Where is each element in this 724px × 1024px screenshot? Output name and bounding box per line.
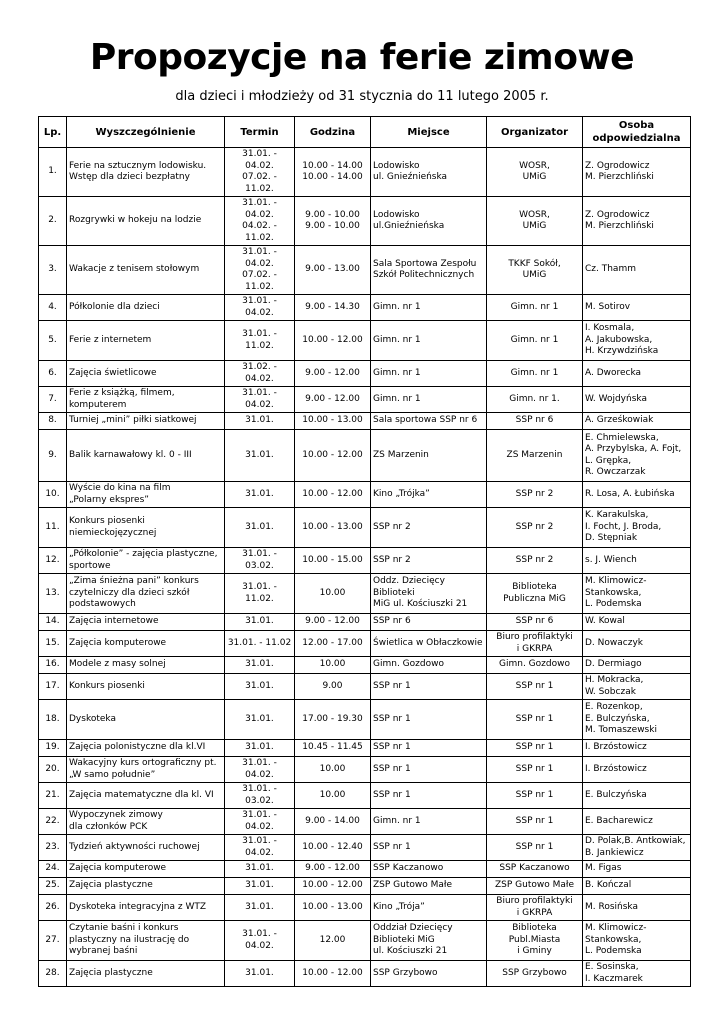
row-description: Konkurs piosenki niemieckojęzycznej <box>67 508 225 548</box>
row-description: Zajęcia plastyczne <box>67 961 225 987</box>
row-hour: 9.00 - 13.00 <box>295 246 371 295</box>
row-number: 5. <box>39 321 67 361</box>
row-organizer: SSP Kaczanowo <box>487 861 583 878</box>
row-term: 31.01. <box>225 508 295 548</box>
row-description: Ferie z internetem <box>67 321 225 361</box>
table-row <box>39 413 691 430</box>
row-place: SSP nr 1 <box>371 740 487 757</box>
row-term: 31.01. - 04.02. <box>225 387 295 413</box>
row-description: Rozgrywki w hokeju na lodzie <box>67 197 225 246</box>
row-responsible: E. Sosinska, I. Kaczmarek <box>583 961 691 987</box>
row-responsible: M. Sotirov <box>583 295 691 321</box>
row-organizer: ZSP Gutowo Małe <box>487 878 583 895</box>
row-responsible: s. J. Wiench <box>583 548 691 574</box>
row-responsible: Z. Ogrodowicz M. Pierzchliński <box>583 197 691 246</box>
row-hour: 10.00 - 12.00 <box>295 321 371 361</box>
table-row <box>39 878 691 895</box>
row-number: 11. <box>39 508 67 548</box>
row-place: Oddział Dziecięcy Biblioteki MiG ul. Kościuszki 21 <box>371 921 487 961</box>
row-place: Gimn. nr 1 <box>371 321 487 361</box>
row-number: 6. <box>39 361 67 387</box>
table-row <box>39 921 691 961</box>
row-term: 31.01. <box>225 895 295 921</box>
row-hour: 9.00 <box>295 674 371 700</box>
row-description: Tydzień aktywności ruchowej <box>67 835 225 861</box>
row-description: Turniej „mini” piłki siatkowej <box>67 413 225 430</box>
row-description: Balik karnawałowy kl. 0 - III <box>67 430 225 482</box>
row-term: 31.01. <box>225 878 295 895</box>
row-term: 31.01. - 04.02. <box>225 809 295 835</box>
row-organizer: ZS Marzenin <box>487 430 583 482</box>
row-place: SSP Grzybowo <box>371 961 487 987</box>
row-organizer: Biblioteka Publ.Miasta i Gminy <box>487 921 583 961</box>
row-term: 31.01. - 04.02. <box>225 835 295 861</box>
row-responsible: D. Dermiago <box>583 657 691 674</box>
row-hour: 10.00 <box>295 657 371 674</box>
row-term: 31.01. - 04.02. <box>225 757 295 783</box>
row-responsible: E. Chmielewska, A. Przybylska, A. Fojt, L. Grępka, R. Owczarzak <box>583 430 691 482</box>
row-number: 18. <box>39 700 67 740</box>
row-organizer: Biblioteka Publiczna MiG <box>487 574 583 614</box>
row-hour: 9.00 - 12.00 <box>295 614 371 631</box>
row-responsible: E. Bacharewicz <box>583 809 691 835</box>
row-place: Gimn. nr 1 <box>371 387 487 413</box>
table-row <box>39 361 691 387</box>
row-hour: 10.00 - 12.40 <box>295 835 371 861</box>
row-hour: 10.00 - 13.00 <box>295 895 371 921</box>
row-organizer: Gimn. Gozdowo <box>487 657 583 674</box>
row-term: 31.01. - 04.02. 07.02. - 11.02. <box>225 246 295 295</box>
row-organizer: Gimn. nr 1 <box>487 321 583 361</box>
row-organizer: SSP nr 1 <box>487 835 583 861</box>
table-row <box>39 482 691 508</box>
row-responsible: I. Brzóstowicz <box>583 740 691 757</box>
row-hour: 10.00 - 13.00 <box>295 508 371 548</box>
row-term: 31.01. - 03.02. <box>225 548 295 574</box>
row-hour: 10.00 - 12.00 <box>295 961 371 987</box>
row-term: 31.01. - 04.02. 04.02. - 11.02. <box>225 197 295 246</box>
header-lp: Lp. <box>39 117 67 148</box>
row-place: SSP nr 2 <box>371 508 487 548</box>
row-place: Gimn. Gozdowo <box>371 657 487 674</box>
row-place: Gimn. nr 1 <box>371 809 487 835</box>
table-row <box>39 295 691 321</box>
table-row <box>39 835 691 861</box>
header-description: Wyszczególnienie <box>67 117 225 148</box>
row-place: Gimn. nr 1 <box>371 361 487 387</box>
row-term: 31.01. - 11.02. <box>225 574 295 614</box>
table-header-row <box>39 117 691 148</box>
table-row <box>39 783 691 809</box>
row-responsible: M. Figas <box>583 861 691 878</box>
table-row <box>39 674 691 700</box>
row-number: 3. <box>39 246 67 295</box>
row-hour: 9.00 - 12.00 <box>295 361 371 387</box>
row-number: 15. <box>39 631 67 657</box>
row-description: Ferie z książką, filmem, komputerem <box>67 387 225 413</box>
row-organizer: TKKF Sokół, UMiG <box>487 246 583 295</box>
row-hour: 9.00 - 10.00 9.00 - 10.00 <box>295 197 371 246</box>
row-place: SSP nr 6 <box>371 614 487 631</box>
row-organizer: SSP nr 1 <box>487 700 583 740</box>
header-place: Miejsce <box>371 117 487 148</box>
table-row <box>39 387 691 413</box>
row-description: Czytanie baśni i konkurs plastyczny na ilustrację do wybranej baśni <box>67 921 225 961</box>
row-place: SSP nr 1 <box>371 674 487 700</box>
row-organizer: SSP nr 6 <box>487 614 583 631</box>
row-place: Kino „Trójka” <box>371 482 487 508</box>
row-number: 24. <box>39 861 67 878</box>
row-responsible: D. Nowaczyk <box>583 631 691 657</box>
row-hour: 10.00 - 14.00 10.00 - 14.00 <box>295 148 371 197</box>
row-place: Lodowisko ul.Gnieźnieńska <box>371 197 487 246</box>
row-number: 26. <box>39 895 67 921</box>
row-organizer: WOSR, UMiG <box>487 197 583 246</box>
row-number: 27. <box>39 921 67 961</box>
row-responsible: M. Klimowicz- Stankowska, L. Podemska <box>583 574 691 614</box>
row-term: 31.01. <box>225 861 295 878</box>
table-row <box>39 321 691 361</box>
row-responsible: A. Dworecka <box>583 361 691 387</box>
row-description: Wakacyjny kurs ortograficzny pt. „W samo południe” <box>67 757 225 783</box>
row-number: 9. <box>39 430 67 482</box>
row-hour: 10.00 <box>295 574 371 614</box>
table-row <box>39 148 691 197</box>
page-title: Propozycje na ferie zimowe <box>89 37 635 78</box>
row-description: Zajęcia internetowe <box>67 614 225 631</box>
row-responsible: M. Rosińska <box>583 895 691 921</box>
row-responsible: Z. Ogrodowicz M. Pierzchliński <box>583 148 691 197</box>
row-term: 31.01. <box>225 614 295 631</box>
row-number: 16. <box>39 657 67 674</box>
row-term: 31.01. - 11.02 <box>225 631 295 657</box>
row-term: 31.01. - 04.02. 07.02. - 11.02. <box>225 148 295 197</box>
row-place: Sala Sportowa Zespołu Szkół Politechnicznych <box>371 246 487 295</box>
row-responsible: M. Klimowicz- Stankowska, L. Podemska <box>583 921 691 961</box>
row-hour: 9.00 - 12.00 <box>295 387 371 413</box>
row-hour: 10.00 - 12.00 <box>295 482 371 508</box>
row-number: 22. <box>39 809 67 835</box>
row-hour: 10.00 - 12.00 <box>295 878 371 895</box>
row-hour: 9.00 - 14.30 <box>295 295 371 321</box>
row-hour: 10.00 - 13.00 <box>295 413 371 430</box>
row-number: 8. <box>39 413 67 430</box>
row-place: ZSP Gutowo Małe <box>371 878 487 895</box>
row-term: 31.01. <box>225 961 295 987</box>
table-row <box>39 508 691 548</box>
table-row <box>39 246 691 295</box>
row-place: Gimn. nr 1 <box>371 295 487 321</box>
row-term: 31.01. <box>225 430 295 482</box>
row-hour: 10.45 - 11.45 <box>295 740 371 757</box>
row-hour: 12.00 <box>295 921 371 961</box>
row-place: Sala sportowa SSP nr 6 <box>371 413 487 430</box>
row-hour: 10.00 - 15.00 <box>295 548 371 574</box>
row-organizer: SSP nr 1 <box>487 757 583 783</box>
table-row <box>39 700 691 740</box>
row-term: 31.01. - 04.02. <box>225 295 295 321</box>
row-description: Półkolonie dla dzieci <box>67 295 225 321</box>
row-description: Dyskoteka integracyjna z WTZ <box>67 895 225 921</box>
row-organizer: Gimn. nr 1 <box>487 361 583 387</box>
row-responsible: I. Kosmala, A. Jakubowska, H. Krzywdzińska <box>583 321 691 361</box>
row-place: Kino „Trója” <box>371 895 487 921</box>
row-place: SSP nr 1 <box>371 835 487 861</box>
row-term: 31.01. <box>225 413 295 430</box>
row-term: 31.01. - 03.02. <box>225 783 295 809</box>
row-term: 31.02. - 04.02. <box>225 361 295 387</box>
row-place: SSP nr 2 <box>371 548 487 574</box>
row-term: 31.01. <box>225 482 295 508</box>
table-row <box>39 631 691 657</box>
row-organizer: SSP nr 1 <box>487 783 583 809</box>
row-description: Wypoczynek zimowy dla członków PCK <box>67 809 225 835</box>
row-number: 13. <box>39 574 67 614</box>
row-responsible: E. Bulczyńska <box>583 783 691 809</box>
table-row <box>39 740 691 757</box>
row-place: Świetlica w Obłaczkowie <box>371 631 487 657</box>
row-responsible: E. Rozenkop, E. Bulczyńska, M. Tomaszewski <box>583 700 691 740</box>
row-description: Zajęcia świetlicowe <box>67 361 225 387</box>
row-description: Zajęcia plastyczne <box>67 878 225 895</box>
row-place: SSP Kaczanowo <box>371 861 487 878</box>
row-place: SSP nr 1 <box>371 783 487 809</box>
table-row <box>39 430 691 482</box>
row-responsible: H. Mokracka, W. Sobczak <box>583 674 691 700</box>
row-number: 28. <box>39 961 67 987</box>
table-row <box>39 757 691 783</box>
header-responsible: Osoba odpowiedzialna <box>583 117 691 148</box>
row-number: 21. <box>39 783 67 809</box>
table-row <box>39 961 691 987</box>
row-term: 31.01. <box>225 657 295 674</box>
row-number: 17. <box>39 674 67 700</box>
table-row <box>39 574 691 614</box>
schedule-table <box>38 116 691 987</box>
header-term: Termin <box>225 117 295 148</box>
table-row <box>39 861 691 878</box>
row-term: 31.01. <box>225 740 295 757</box>
row-number: 20. <box>39 757 67 783</box>
row-description: „Półkolonie” - zajęcia plastyczne, sportowe <box>67 548 225 574</box>
row-number: 10. <box>39 482 67 508</box>
header-hour: Godzina <box>295 117 371 148</box>
row-responsible: W. Wojdyńska <box>583 387 691 413</box>
row-number: 7. <box>39 387 67 413</box>
row-organizer: SSP nr 2 <box>487 482 583 508</box>
table-row <box>39 197 691 246</box>
row-description: Zajęcia komputerowe <box>67 861 225 878</box>
row-responsible: Cz. Thamm <box>583 246 691 295</box>
row-term: 31.01. <box>225 674 295 700</box>
row-organizer: Biuro profilaktyki i GKRPA <box>487 631 583 657</box>
row-hour: 10.00 <box>295 757 371 783</box>
row-place: ZS Marzenin <box>371 430 487 482</box>
row-organizer: SSP nr 1 <box>487 809 583 835</box>
row-term: 31.01. - 11.02. <box>225 321 295 361</box>
row-hour: 9.00 - 14.00 <box>295 809 371 835</box>
row-number: 1. <box>39 148 67 197</box>
row-place: Lodowisko ul. Gnieźnieńska <box>371 148 487 197</box>
row-organizer: Gimn. nr 1 <box>487 295 583 321</box>
row-description: Ferie na sztucznym lodowisku. Wstęp dla dzieci bezpłatny <box>67 148 225 197</box>
row-responsible: D. Polak,B. Antkowiak, B. Jankiewicz <box>583 835 691 861</box>
row-responsible: K. Karakulska, I. Focht, J. Broda, D. Stępniak <box>583 508 691 548</box>
table-row <box>39 614 691 631</box>
row-term: 31.01. <box>225 700 295 740</box>
row-description: Wakacje z tenisem stołowym <box>67 246 225 295</box>
row-term: 31.01. - 04.02. <box>225 921 295 961</box>
row-organizer: WOSR, UMiG <box>487 148 583 197</box>
row-description: Zajęcia komputerowe <box>67 631 225 657</box>
row-description: Dyskoteka <box>67 700 225 740</box>
row-organizer: SSP nr 6 <box>487 413 583 430</box>
row-organizer: Biuro profilaktyki i GKRPA <box>487 895 583 921</box>
row-number: 14. <box>39 614 67 631</box>
row-description: Wyście do kina na film „Polarny ekspres” <box>67 482 225 508</box>
row-responsible: W. Kowal <box>583 614 691 631</box>
row-responsible: B. Kończal <box>583 878 691 895</box>
row-description: Zajęcia polonistyczne dla kl.VI <box>67 740 225 757</box>
row-hour: 10.00 <box>295 783 371 809</box>
row-place: SSP nr 1 <box>371 700 487 740</box>
table-row <box>39 809 691 835</box>
row-description: Konkurs piosenki <box>67 674 225 700</box>
table-row <box>39 548 691 574</box>
row-description: „Zima śnieżna pani” konkurs czytelniczy dla dzieci szkół podstawowych <box>67 574 225 614</box>
row-responsible: I. Brzóstowicz <box>583 757 691 783</box>
page-subtitle: dla dzieci i młodzieży od 31 stycznia do 11 lutego 2005 r. <box>175 89 549 104</box>
row-number: 25. <box>39 878 67 895</box>
row-number: 4. <box>39 295 67 321</box>
row-organizer: SSP Grzybowo <box>487 961 583 987</box>
row-number: 2. <box>39 197 67 246</box>
row-description: Modele z masy solnej <box>67 657 225 674</box>
row-organizer: Gimn. nr 1. <box>487 387 583 413</box>
row-number: 12. <box>39 548 67 574</box>
row-organizer: SSP nr 2 <box>487 508 583 548</box>
row-number: 23. <box>39 835 67 861</box>
row-hour: 12.00 - 17.00 <box>295 631 371 657</box>
row-organizer: SSP nr 1 <box>487 740 583 757</box>
row-hour: 17.00 - 19.30 <box>295 700 371 740</box>
row-description: Zajęcia matematyczne dla kl. VI <box>67 783 225 809</box>
header-organizer: Organizator <box>487 117 583 148</box>
row-number: 19. <box>39 740 67 757</box>
row-place: SSP nr 1 <box>371 757 487 783</box>
row-hour: 10.00 - 12.00 <box>295 430 371 482</box>
table-row <box>39 895 691 921</box>
row-organizer: SSP nr 1 <box>487 674 583 700</box>
row-organizer: SSP nr 2 <box>487 548 583 574</box>
row-responsible: R. Losa, A. Łubińska <box>583 482 691 508</box>
row-place: Oddz. Dziecięcy Biblioteki MiG ul. Kościuszki 21 <box>371 574 487 614</box>
table-row <box>39 657 691 674</box>
row-responsible: A. Grześkowiak <box>583 413 691 430</box>
row-hour: 9.00 - 12.00 <box>295 861 371 878</box>
